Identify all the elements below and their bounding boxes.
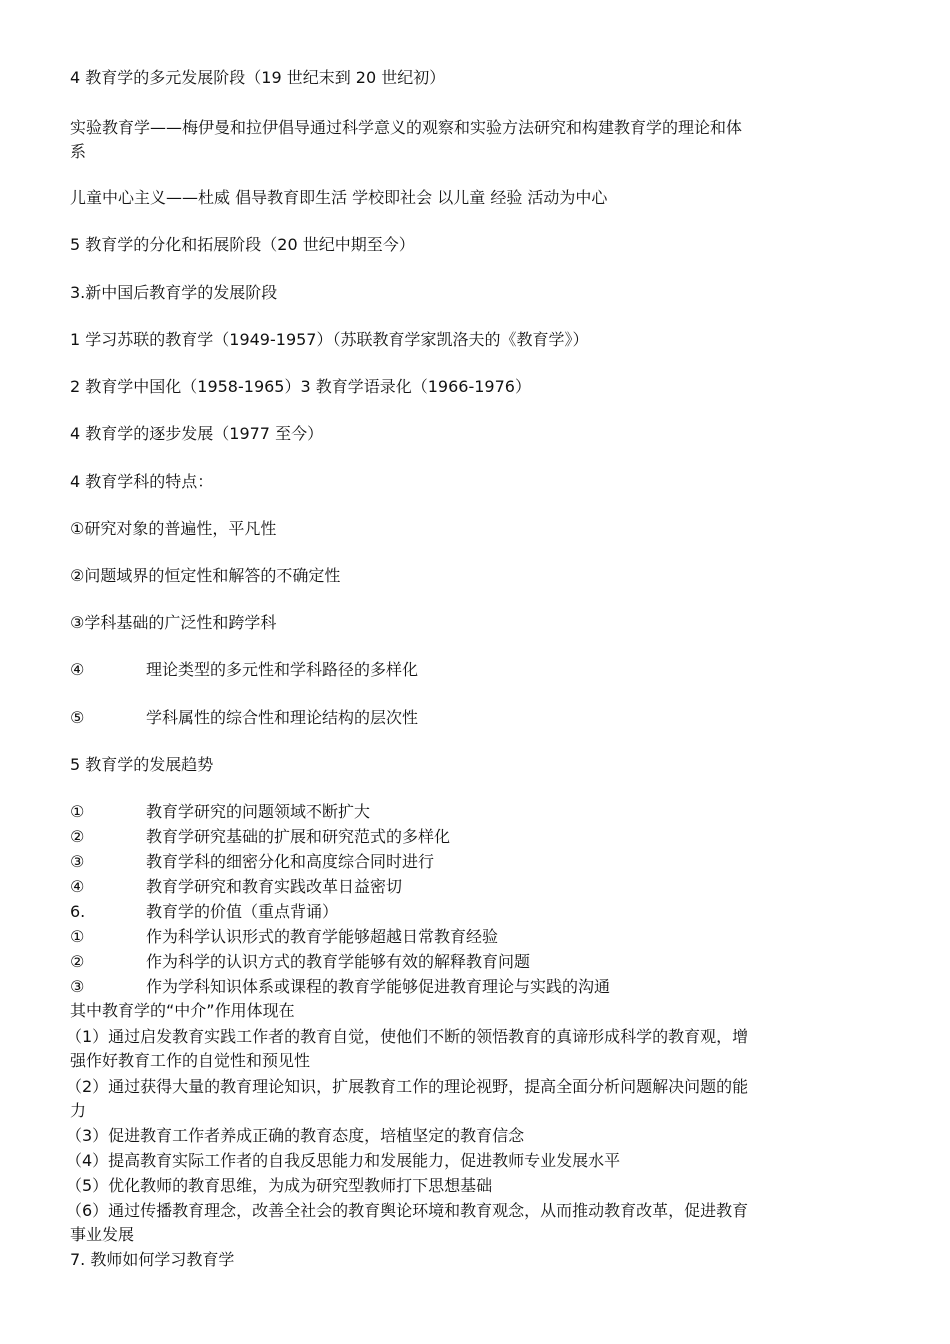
trend-item-3-number: ③: [70, 852, 85, 871]
value-item-1-text: 作为科学认识形式的教育学能够超越日常教育经验: [146, 927, 499, 946]
feature-item-4-number: ④: [70, 660, 85, 679]
mediation-item-5: （5）优化教师的教育思维，为成为研究型教师打下思想基础: [66, 1176, 493, 1195]
feature-item-5-number: ⑤: [70, 708, 85, 727]
section-6-number: 6.: [70, 902, 86, 921]
value-item-3: [70, 976, 890, 998]
value-item-1: [70, 926, 890, 948]
value-item-2-text: 作为科学的认识方式的教育学能够有效的解释教育问题: [146, 952, 531, 971]
trend-item-2-number: ②: [70, 827, 85, 846]
value-item-3-number: ③: [70, 977, 85, 996]
feature-item-4-text: 理论类型的多元性和学科路径的多样化: [146, 660, 419, 679]
trend-item-3-text: 教育学科的细密分化和高度综合同时进行: [146, 852, 435, 871]
text-mediation-role: 其中教育学的“中介”作用体现在: [70, 1001, 295, 1020]
mediation-item-1-cont: 强作好教育工作的自觉性和预见性: [70, 1051, 311, 1070]
mediation-item-6-cont: 事业发展: [70, 1225, 135, 1244]
trend-item-2: [70, 826, 890, 848]
trend-item-1-text: 教育学研究的问题领域不断扩大: [146, 802, 371, 821]
heading-discipline-features: 4 教育学科的特点：: [70, 472, 214, 491]
mediation-item-2-cont: 力: [70, 1101, 87, 1120]
heading-multi-development-stage: 4 教育学的多元发展阶段（19 世纪末到 20 世纪初）: [70, 68, 446, 87]
text-child-centered: 儿童中心主义——杜威 倡导教育即生活 学校即社会 以儿童 经验 活动为中心: [70, 188, 608, 207]
text-learn-soviet: 1 学习苏联的教育学（1949-1957）（苏联教育学家凯洛夫的《教育学》）: [70, 330, 589, 349]
value-item-3-text: 作为学科知识体系或课程的教育学能够促进教育理论与实践的沟通: [146, 977, 611, 996]
text-gradual-development: 4 教育学的逐步发展（1977 至今）: [70, 424, 324, 443]
trend-item-1-number: ①: [70, 802, 85, 821]
heading-new-china-stages: 3.新中国后教育学的发展阶段: [70, 283, 278, 302]
mediation-item-2: （2）通过获得大量的教育理论知识，扩展教育工作的理论视野，提高全面分析问题解决问题的能: [66, 1077, 749, 1096]
feature-item-5-text: 学科属性的综合性和理论结构的层次性: [146, 708, 419, 727]
trend-item-2-text: 教育学研究基础的扩展和研究范式的多样化: [146, 827, 451, 846]
feature-item-3: ③学科基础的广泛性和跨学科: [70, 613, 277, 632]
text-experimental-pedagogy: 实验教育学——梅伊曼和拉伊倡导通过科学意义的观察和实验方法研究和构建教育学的理论和体: [70, 118, 743, 137]
trend-item-3: [70, 851, 890, 873]
mediation-item-6: （6）通过传播教育理念，改善全社会的教育舆论环境和教育观念，从而推动教育改革，促进教育: [66, 1201, 749, 1220]
mediation-item-3: （3）促进教育工作者养成正确的教育态度，培植坚定的教育信念: [66, 1126, 525, 1145]
section-6-title: 教育学的价值（重点背诵）: [146, 902, 339, 921]
feature-item-5: [70, 707, 890, 729]
heading-value-of-pedagogy: [70, 901, 890, 923]
feature-item-4: [70, 659, 890, 681]
text-sinicization: 2 教育学中国化（1958-1965）3 教育学语录化（1966-1976）: [70, 377, 531, 396]
text-experimental-pedagogy-cont: 系: [70, 142, 87, 161]
heading-differentiation-stage: 5 教育学的分化和拓展阶段（20 世纪中期至今）: [70, 235, 415, 254]
trend-item-1: [70, 801, 890, 823]
feature-item-1: ①研究对象的普遍性，平凡性: [70, 519, 277, 538]
mediation-item-4: （4）提高教育实际工作者的自我反思能力和发展能力，促进教师专业发展水平: [66, 1151, 621, 1170]
heading-how-to-learn: 7. 教师如何学习教育学: [70, 1250, 235, 1269]
trend-item-4-number: ④: [70, 877, 85, 896]
trend-item-4: [70, 876, 890, 898]
mediation-item-1: （1）通过启发教育实践工作者的教育自觉，使他们不断的领悟教育的真谛形成科学的教育观，增: [66, 1027, 749, 1046]
value-item-1-number: ①: [70, 927, 85, 946]
value-item-2: [70, 951, 890, 973]
value-item-2-number: ②: [70, 952, 85, 971]
feature-item-2: ②问题域界的恒定性和解答的不确定性: [70, 566, 341, 585]
heading-development-trends: 5 教育学的发展趋势: [70, 755, 214, 774]
trend-item-4-text: 教育学研究和教育实践改革日益密切: [146, 877, 403, 896]
